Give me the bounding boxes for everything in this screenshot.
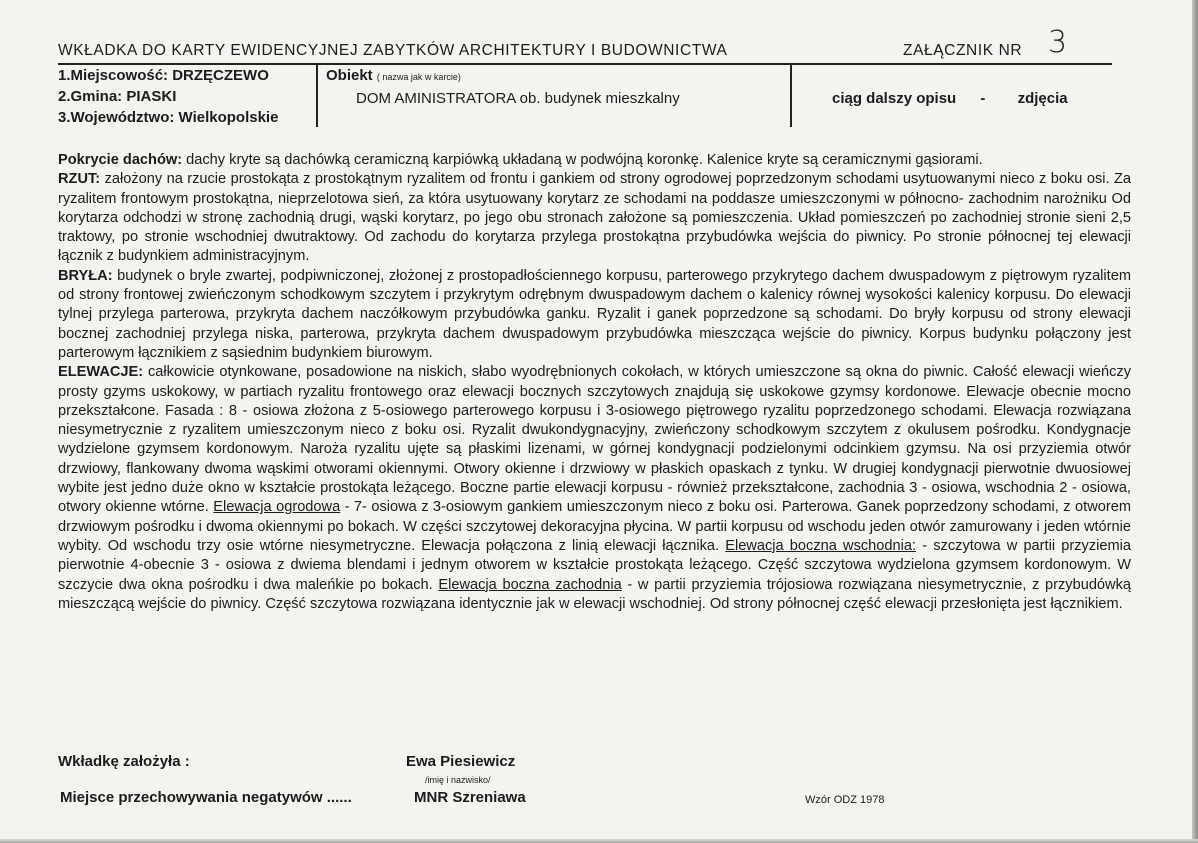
document-title: WKŁADKA DO KARTY EWIDENCYJNEJ ZABYTKÓW ARCHITEKTURY I BUDOWNICTWA (58, 42, 728, 59)
attachment-label: ZAŁĄCZNIK NR (903, 42, 1023, 59)
roof-text: dachy kryte są dachówką ceramiczną karpiówką układaną w podwójną koronkę. Kalenice kryte są ceramicznymi gąsiorami. (182, 152, 983, 168)
object-cell (316, 65, 792, 127)
template-code: Wzór ODZ 1978 (805, 794, 885, 806)
elevations-text-2: - 7- osiowa z 3-osiowym gankiem umieszczonym nieco z boku osi. Parterowa. Ganek poprzedzony schodami, z otworem drzwiowym pośrodku i dwoma okiennymi po bokach. W części szczytowej dekoracyjna płycina. W partii korpusu od wschodu jeden otwór zamurowany i jeden wtórnie wybity. Od wschodu trzy osie wtórne niesymetryczne. Elewacja połączona z linią elewacji łącznika. (58, 499, 1131, 554)
mass-heading: BRYŁA: (58, 267, 113, 284)
description-body (58, 151, 1131, 614)
garden-elevation-heading: Elewacja ogrodowa (213, 499, 341, 516)
plan-text: założony na rzucie prostokąta z prostokątnym ryzalitem od frontu i gankiem od strony ogrodowej poprzedzonym schodami usytuowanymi nieco z boku osi. Za ryzalitem frontowym prostokątna, nieprzelotowa sień, za która usytuowany korytarz ze schodami na poddasze umieszczonymi w północno- zachodnim narożniku Od korytarza odchodzi w stronę zachodnią drugi, wąski korytarz, po jego obu stronach założone są pomieszczenia. Układ pomieszczeń po zachodniej stronie sieni 2,5 traktowy, po stronie wschodniej dwutraktowy. Od zachodu do korytarza przylega prostokątna przybudówka wejścia do piwnicy. Po stronie północnej tej elewacji łącznik z budynkiem administracyjnym. (58, 171, 1131, 265)
document-header (58, 25, 1118, 60)
continuation-dash: - (980, 90, 986, 107)
location-voivodeship: 3.Województwo: Wielkopolskie (58, 109, 279, 126)
object-label-row (326, 67, 461, 84)
west-elevation-heading: Elewacja boczna zachodnia (438, 576, 622, 593)
continuation-text: ciąg dalszy opisu (832, 90, 957, 107)
location-cell (58, 65, 316, 127)
plan-paragraph (58, 170, 1131, 266)
continuation-row (832, 90, 1068, 107)
object-name: DOM AMINISTRATORA ob. budynek mieszkalny (356, 90, 680, 107)
plan-heading: RZUT: (58, 171, 101, 188)
prepared-by-label: Wkładkę założyła : (58, 753, 190, 770)
elevations-text-1: całkowicie otynkowane, posadowione na niskich, słabo wyodrębnionych cokołach, w których umieszczone są okna do piwnic. Całość elewacji wieńczy prosty gzyms uskokowy, w partiach ryzalitu frontowego oraz elewacji bocznych szczytowych znajdują się uskokowe gzymsy kordonowe. Elewacje obecnie mocno przekształcone. Fasada : 8 - osiowa złożona z 5-osiowego parterowego korpusu i 3-osiowego piętrowego ryzalitu poprzedzonego schodami. Elewacja rozwiązana niesymetrycznie z ryzalitem umieszczonym nieco z boku osi. Ryzalit dwukondygnacyjny, zwieńczony schodkowym szczytem z okulusem pośrodku. Kondygnacje wydzielone gzymsem kordonowym. Naroża ryzalitu ujęte są płaskimi lizenami, w górnej kondygnacji podzielonymi odcinkiem gzymsu. Na osi przyziemia otwór drzwiowy, flankowany dwoma wąskimi otworami okiennymi. Otwory okienne i drzwiowy w płaskich opaskach z tynku. W drugiej kondygnacji pierwotnie dwuosiowej wybite jest jedno duże okno w kształcie prostokąta leżącego. Boczne partie elewacji korpusu - również przekształcone, zachodnia 3 - osiowa, wschodnia 2 - osiowa, otwory okienne wtórne. (58, 364, 1131, 516)
object-label-note: ( nazwa jak w karcie) (376, 72, 461, 82)
elevations-heading: ELEWACJE: (58, 364, 144, 381)
scan-edge-bottom (0, 839, 1198, 843)
location-commune: 2.Gmina: PIASKI (58, 88, 177, 105)
negatives-storage-value: MNR Szreniawa (414, 789, 526, 806)
mass-text: budynek o bryle zwartej, podpiwniczonej, złożonej z prostopadłościennego korpusu, parterowego przykrytego dachem dwuspadowym z piętrowym ryzalitem od strony frontowej zwieńczonym schodkowym szczytem i przykrytym odrębnym dwuspadowym dachem o kalenicy równej wysokości kalenicy korpusu. Do elewacji tylnej przylega parterowa, przykryta dachem naczółkowym przybudówka ganku. Ryzalit i ganek poprzedzone są schodami. Do bryły korpusu od strony elewacji bocznej zachodniej przylega niska, parterowa, przykryta dachem dwuspadowym przybudówka mieszcząca wejście do piwnicy. Korpus budynku połączony jest parterowym łącznikiem z sąsiednim budynkiem biurowym. (58, 267, 1131, 361)
elevations-paragraph (58, 363, 1131, 614)
elevations-text-3: - szczytowa w partii przyziemia pierwotnie 4-obecnie 3 - osiowa z dwiema blendami i jednym otworem w kształcie prostokąta leżącego. Część szczytowa wydzielona gzymsem kordonowym. W szczycie dwa okna pośrodku i dwa maleńkie po bokach. (58, 537, 1131, 593)
location-town: 1.Miejscowość: DRZĘCZEWO (58, 67, 269, 84)
mass-paragraph (58, 267, 1131, 363)
scan-edge-right (1192, 0, 1198, 843)
roof-heading: Pokrycie dachów: (58, 152, 183, 168)
negatives-storage-label: Miejsce przechowywania negatywów ...... (60, 789, 352, 806)
elevations-text-4: - w partii przyziemia trójosiowa rozwiązana niesymetrycznie, z przybudówką mieszczącą wejście do piwnicy. Część szczytowa rozwiązana identycznie jak w elewacji wschodniej. Od strony północnej część elewacji przesłonięta jest łącznikiem. (58, 576, 1132, 612)
header-table (58, 63, 1112, 127)
prepared-by-name: Ewa Piesiewicz (406, 753, 516, 770)
attachment-number: 3 (1048, 25, 1068, 60)
object-label: Obiekt (326, 67, 373, 84)
roof-paragraph (58, 151, 1131, 170)
continuation-cell (790, 65, 1112, 127)
continuation-photos: zdjęcia (1017, 90, 1068, 107)
east-elevation-heading: Elewacja boczna wschodnia: (725, 537, 917, 554)
name-note: /imię i nazwisko/ (425, 775, 491, 785)
